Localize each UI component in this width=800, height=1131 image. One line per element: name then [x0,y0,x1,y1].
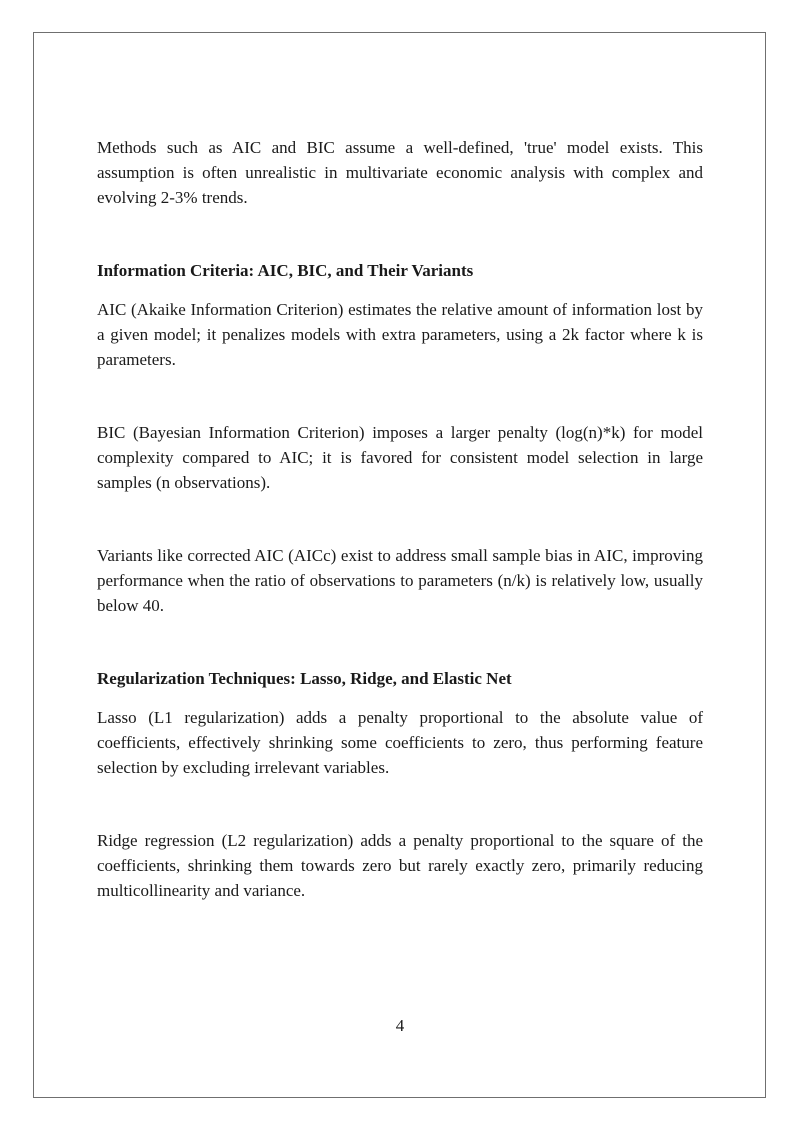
paragraph-aicc: Variants like corrected AIC (AICc) exist to address small sample bias in AIC, improving performance when the ratio of observations to parameters (n/k) is relatively low, usually below 40. [97,546,703,615]
page-content [97,135,703,903]
paragraph-ridge: Ridge regression (L2 regularization) adds a penalty proportional to the square of the coefficients, shrinking them towards zero but rarely exactly zero, primarily reducing multicollinearity and variance. [97,831,703,900]
section-heading-regularization: Regularization Techniques: Lasso, Ridge, and Elastic Net [97,669,512,688]
paragraph-lasso: Lasso (L1 regularization) adds a penalty proportional to the absolute value of coefficients, effectively shrinking some coefficients to zero, thus performing feature selection by excluding irrelevant variables. [97,708,703,777]
paragraph-aic: AIC (Akaike Information Criterion) estimates the relative amount of information lost by a given model; it penalizes models with extra parameters, using a 2k factor where k is parameters. [97,300,703,369]
paragraph-bic: BIC (Bayesian Information Criterion) imposes a larger penalty (log(n)*k) for model complexity compared to AIC; it is favored for consistent model selection in large samples (n observations). [97,423,703,492]
paragraph-model-assumption: Methods such as AIC and BIC assume a well-defined, 'true' model exists. This assumption is often unrealistic in multivariate economic analysis with complex and evolving 2-3% trends. [97,138,703,207]
section-heading-information-criteria: Information Criteria: AIC, BIC, and Their Variants [97,261,474,280]
page-number: 4 [395,1016,405,1035]
